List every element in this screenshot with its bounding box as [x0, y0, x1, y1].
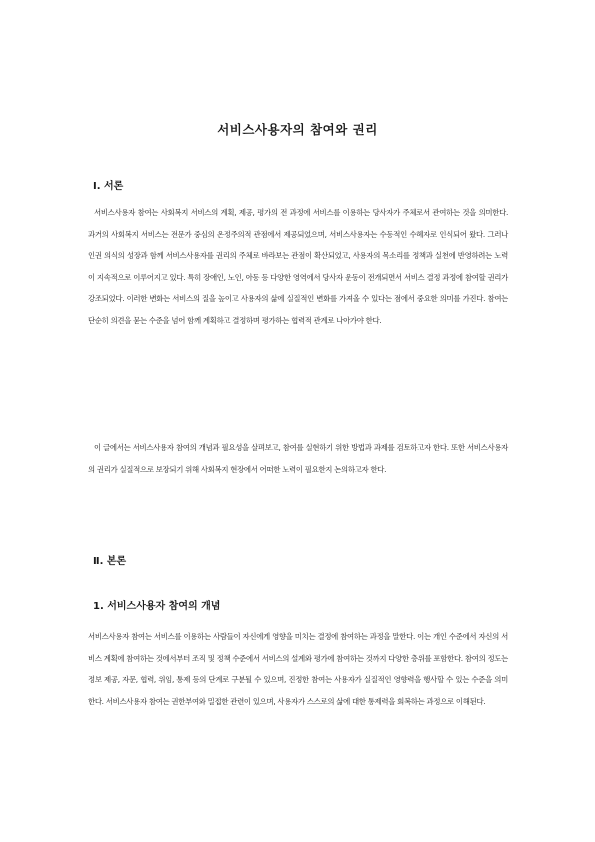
intro-paragraph-2: 이 글에서는 서비스사용자 참여의 개념과 필요성을 살펴보고, 참여를 실현하기 위한 방법과 과제를 검토하고자 한다. 또한 서비스사용자의 권리가 실질적으로 보장되기 위해 사회복지 현장에서 어떠한 노력이 필요한지 논의하고자 한다. [88, 443, 508, 474]
intro-paragraph-1: 서비스사용자 참여는 사회복지 서비스의 계획, 제공, 평가의 전 과정에 서비스를 이용하는 당사자가 주체로서 관여하는 것을 의미한다. 과거의 사회복지 서비스는 전문가 중심의 온정주의적 관점에서 제공되었으며, 서비스사용자는 수동적인 수혜자로 인식되어 왔다. 그러나 인권 의식의 성장과 함께 서비스사용자를 권리의 주체로 바라보는 관점이 확산되었고, 사용자의 목소리를 정책과 실천에 반영하려는 노력이 지속적으로 이루어지고 있다. 특히 장애인, 노인, 아동 등 다양한 영역에서 당사자 운동이 전개되면서 서비스 결정 과정에 참여할 권리가 강조되었다. 이러한 변화는 서비스의 질을 높이고 사용자의 삶에 실질적인 변화를 가져올 수 있다는 점에서 중요한 의미를 가진다. 참여는 단순히 의견을 묻는 수준을 넘어 함께 계획하고 결정하며 평가하는 협력적 관계로 나아가야 한다. [88, 208, 508, 325]
document-title: 서비스사용자의 참여와 권리 [217, 122, 378, 137]
section-heading-intro: Ⅰ. 서론 [93, 181, 124, 192]
subsection-heading: 1. 서비스사용자 참여의 개념 [93, 601, 221, 612]
section-heading-body: Ⅱ. 본론 [93, 556, 127, 567]
body-paragraph-1: 서비스사용자 참여는 서비스를 이용하는 사람들이 자신에게 영향을 미치는 결정에 참여하는 과정을 말한다. 이는 개인 수준에서 자신의 서비스 계획에 참여하는 것에서부터 조직 및 정책 수준에서 서비스의 설계와 평가에 참여하는 것까지 다양한 층위를 포함한다. 참여의 정도는 정보 제공, 자문, 협력, 위임, 통제 등의 단계로 구분될 수 있으며, 진정한 참여는 사용자가 실질적인 영향력을 행사할 수 있는 수준을 의미한다. 서비스사용자 참여는 권한부여와 밀접한 관련이 있으며, 사용자가 스스로의 삶에 대한 통제력을 회복하는 과정으로 이해된다. [88, 632, 508, 706]
